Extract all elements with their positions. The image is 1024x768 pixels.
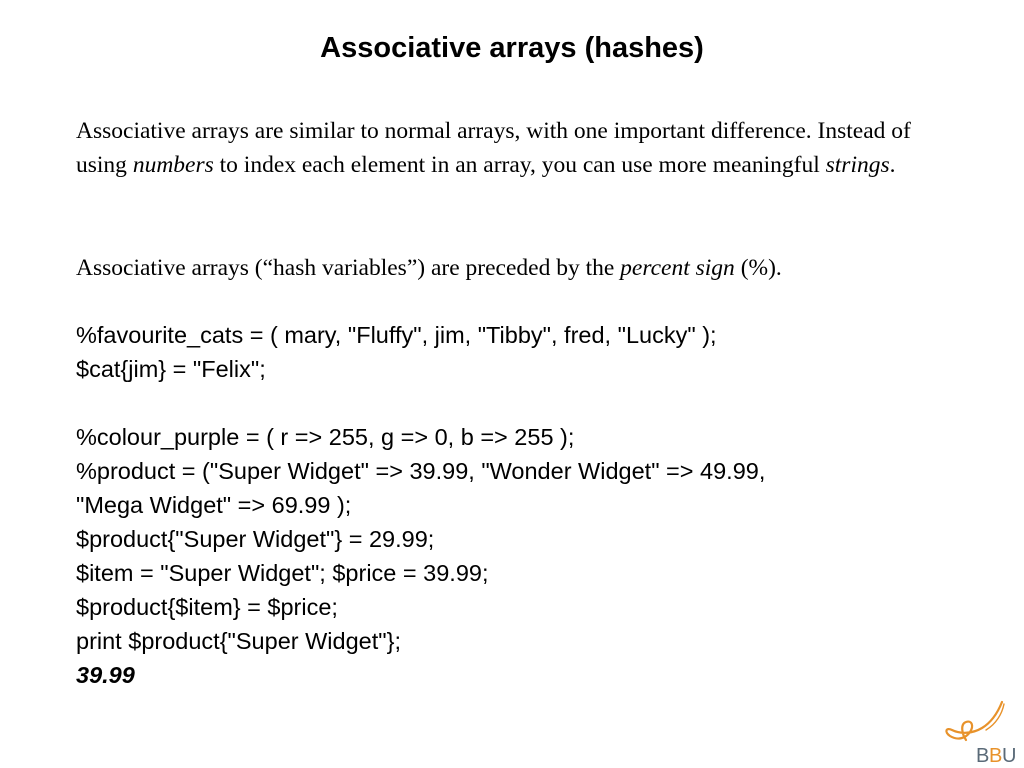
code-line: print $product{"Super Widget"}; bbox=[76, 628, 401, 654]
intro-text-2: to index each element in an array, you can use more meaningful bbox=[213, 152, 826, 178]
intro-text-1: Associative arrays are similar to normal arrays, with one important difference. Instead of using bbox=[76, 118, 911, 178]
sigil-emphasis-percent-sign: percent sign bbox=[620, 255, 735, 281]
code-line: $cat{jim} = "Felix"; bbox=[76, 356, 266, 382]
code-line: %product = ("Super Widget" => 39.99, "Wonder Widget" => 49.99, bbox=[76, 458, 766, 484]
sigil-text-2: (%). bbox=[734, 255, 782, 281]
code-example-2 bbox=[76, 420, 976, 692]
code-line: $product{$item} = $price; bbox=[76, 594, 338, 620]
intro-emphasis-numbers: numbers bbox=[132, 152, 214, 178]
code-line: %colour_purple = ( r => 255, g => 0, b => 255 ); bbox=[76, 424, 575, 450]
logo-swirl bbox=[946, 702, 1002, 740]
code-line: "Mega Widget" => 69.99 ); bbox=[76, 492, 352, 518]
hash-sigil-paragraph bbox=[76, 251, 956, 285]
logo-letter-b2: B bbox=[989, 745, 1003, 766]
code-line: %favourite_cats = ( mary, "Fluffy", jim, "Tibby", fred, "Lucky" ); bbox=[76, 322, 717, 348]
intro-text-3: . bbox=[889, 152, 896, 178]
program-output: 39.99 bbox=[76, 662, 135, 688]
code-example-1 bbox=[76, 318, 976, 386]
logo-letter-u: U bbox=[1002, 745, 1017, 766]
code-line: $item = "Super Widget"; $price = 39.99; bbox=[76, 560, 489, 586]
intro-emphasis-strings: strings bbox=[825, 152, 890, 178]
logo-letter-b1: B bbox=[976, 745, 990, 766]
bbu-logo bbox=[942, 700, 1018, 766]
intro-paragraph bbox=[76, 114, 956, 182]
slide-title: Associative arrays (hashes) bbox=[320, 32, 704, 64]
code-line: $product{"Super Widget"} = 29.99; bbox=[76, 526, 435, 552]
sigil-text-1: Associative arrays (“hash variables”) are preceded by the bbox=[76, 255, 621, 281]
